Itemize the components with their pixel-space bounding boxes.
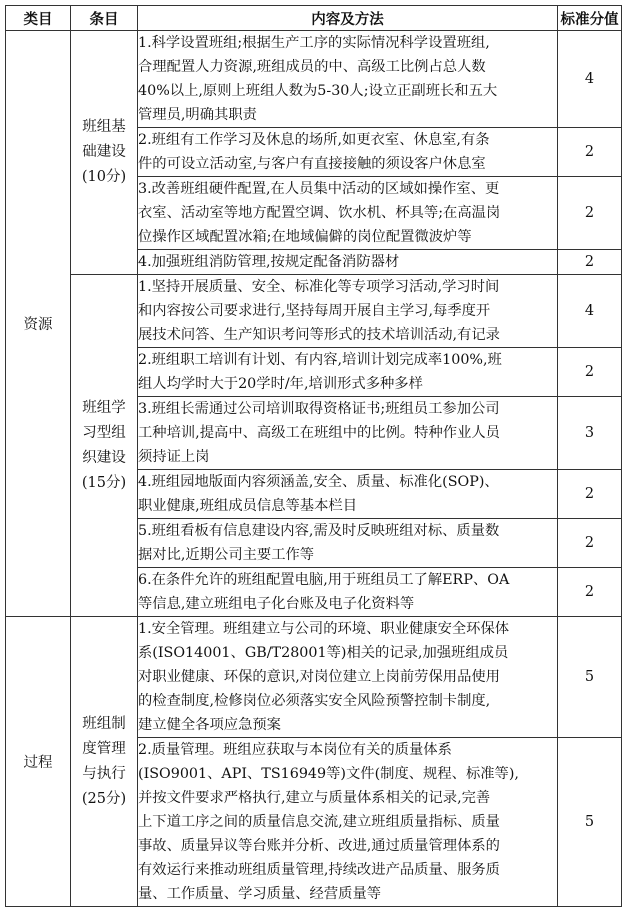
score-cell: 2 <box>558 177 622 250</box>
score-cell: 2 <box>558 519 622 568</box>
header-item: 条目 <box>71 6 138 31</box>
item-label-line: 班组基 <box>82 119 126 135</box>
item-label-line: 础建设 <box>82 144 126 160</box>
category-cell: 资源 <box>6 31 71 617</box>
content-cell <box>138 397 558 470</box>
content-line: 40%以上,原则上班组人数为5-30人;设立正副班长和五大 <box>138 83 498 99</box>
content-line: 量、工作质量、学习质量、经营质量等 <box>138 886 382 902</box>
content-cell <box>138 617 558 738</box>
content-line: 建立健全各项应急预案 <box>138 717 281 733</box>
content-line: 系(ISO14001、GB/T28001等)相关的记录,加强班组成员 <box>138 645 509 661</box>
content-line: 组人均学时大于20学时/年,培训形式多种多样 <box>138 376 423 392</box>
content-line: 1.科学设置班组;根据生产工序的实际情况科学设置班组, <box>138 35 490 51</box>
content-line: 职业健康,班组成员信息等基本栏目 <box>138 498 357 514</box>
item-label-line: (15分) <box>81 474 127 491</box>
content-cell <box>138 128 558 177</box>
content-line: 工种培训,提高中、高级工在班组中的比例。特种作业人员 <box>138 425 500 441</box>
content-line: 等信息,建立班组电子化台账及电子化资料等 <box>138 596 415 612</box>
content-line: 和内容按公司要求进行,坚持每周开展自主学习,每季度开 <box>138 303 491 319</box>
score-cell: 3 <box>558 397 622 470</box>
content-line: 上下道工序之间的质量信息交流,建立班组质量指标、质量 <box>138 814 500 830</box>
score-cell: 2 <box>558 128 622 177</box>
item-label-line: 度管理 <box>82 740 126 757</box>
content-line: 1.安全管理。班组建立与公司的环境、职业健康安全环保体 <box>138 621 510 637</box>
item-cell <box>71 617 138 907</box>
score-cell: 5 <box>558 738 622 907</box>
scoring-table <box>5 5 622 907</box>
content-line: 展技术问答、生产知识考问等形式的技术培训活动,有记录 <box>138 327 500 343</box>
content-line: 件的可设立活动室,与客户有直接接触的须设客户休息室 <box>138 156 486 172</box>
score-cell: 2 <box>558 470 622 519</box>
content-line: 位操作区域配置冰箱;在地域偏僻的岗位配置微波炉等 <box>138 229 472 245</box>
content-line: 1.坚持开展质量、安全、标准化等专项学习活动,学习时间 <box>138 279 500 295</box>
header-content: 内容及方法 <box>138 6 558 31</box>
content-cell <box>138 275 558 348</box>
score-cell: 2 <box>558 250 622 275</box>
table-body <box>6 31 622 907</box>
content-line: 2.质量管理。班组应获取与本岗位有关的质量体系 <box>138 742 452 758</box>
content-line: (ISO9001、API、TS16949等)文件(制度、规程、标准等), <box>138 766 519 782</box>
item-cell <box>71 275 138 617</box>
item-label-line: 班组学 <box>82 399 126 416</box>
content-cell <box>138 31 558 128</box>
content-line: 事故、质量异议等台账并分析、改进,通过质量管理体系的 <box>138 838 500 854</box>
content-line: 4.加强班组消防管理,按规定配备消防器材 <box>138 254 400 270</box>
score-cell: 4 <box>558 31 622 128</box>
content-line: 4.班组园地版面内容须涵盖,安全、质量、标准化(SOP)、 <box>138 474 499 490</box>
item-label-line: (25分) <box>81 790 127 807</box>
content-line: 管理员,明确其职责 <box>138 107 257 123</box>
content-cell <box>138 738 558 907</box>
item-label-line: 织建设 <box>82 449 126 466</box>
content-cell <box>138 470 558 519</box>
score-cell: 5 <box>558 617 622 738</box>
content-line: 2.班组有工作学习及休息的场所,如更衣室、休息室,有条 <box>138 132 490 148</box>
content-line: 3.改善班组硬件配置,在人员集中活动的区域如操作室、更 <box>138 181 500 197</box>
content-cell <box>138 250 558 275</box>
content-line: 对职业健康、环保的意识,对岗位建立上岗前劳保用品使用 <box>138 669 500 685</box>
score-cell: 2 <box>558 568 622 617</box>
table-row <box>6 617 622 738</box>
content-line: 须持证上岗 <box>138 449 210 465</box>
content-cell <box>138 177 558 250</box>
item-label-line: (10分) <box>81 169 127 185</box>
item-cell <box>71 31 138 275</box>
table-row <box>6 275 622 348</box>
content-line: 的检查制度,检修岗位必须落实安全风险预警控制卡制度, <box>138 693 491 709</box>
content-line: 合理配置人力资源,班组成员的中、高级工比例占总人数 <box>138 59 486 75</box>
content-line: 6.在条件允许的班组配置电脑,用于班组员工了解ERP、OA <box>138 572 510 588</box>
content-line: 2.班组职工培训有计划、有内容,培训计划完成率100%,班 <box>138 352 502 368</box>
item-label-line: 与执行 <box>82 765 126 782</box>
content-line: 有效运行来推动班组质量管理,持续改进产品质量、服务质 <box>138 862 500 878</box>
table-row <box>6 31 622 128</box>
header-category: 类目 <box>6 6 71 31</box>
header-row <box>6 6 622 31</box>
content-cell <box>138 568 558 617</box>
header-score: 标准分值 <box>558 6 622 31</box>
score-cell: 2 <box>558 348 622 397</box>
item-label-line: 习型组 <box>82 424 126 441</box>
content-cell <box>138 519 558 568</box>
category-cell: 过程 <box>6 617 71 907</box>
content-line: 衣室、活动室等地方配置空调、饮水机、杯具等;在高温岗 <box>138 205 501 221</box>
content-line: 据对比,近期公司主要工作等 <box>138 547 315 563</box>
content-line: 并按文件要求严格执行,建立与质量体系相关的记录,完善 <box>138 790 491 806</box>
content-cell <box>138 348 558 397</box>
score-cell: 4 <box>558 275 622 348</box>
content-line: 5.班组看板有信息建设内容,需及时反映班组对标、质量数 <box>138 523 500 539</box>
item-label-line: 班组制 <box>82 715 126 732</box>
content-line: 3.班组长需通过公司培训取得资格证书;班组员工参加公司 <box>138 401 500 417</box>
